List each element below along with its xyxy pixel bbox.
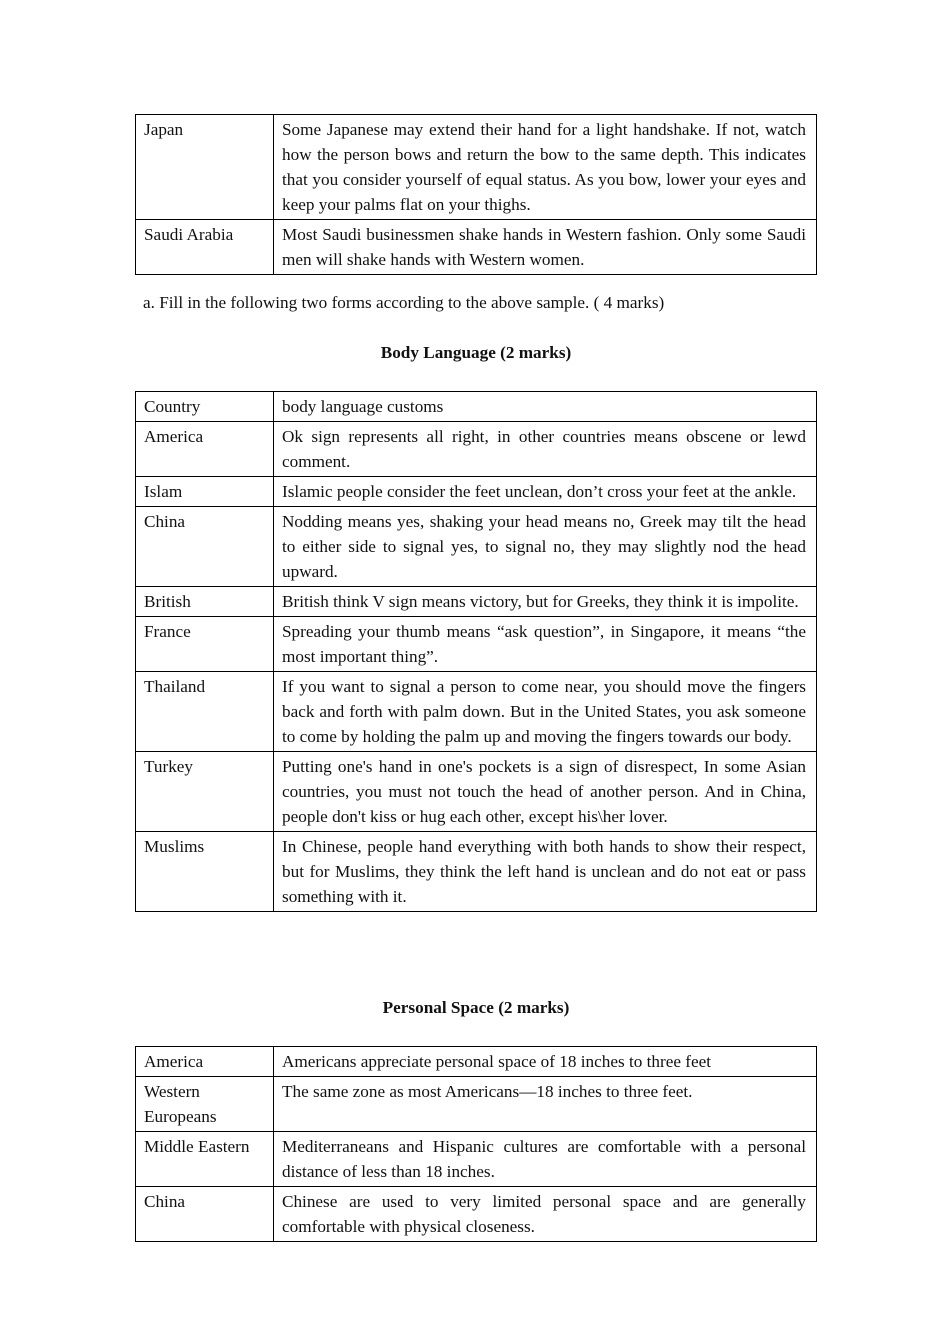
country-cell: Muslims	[136, 832, 274, 912]
table-row	[136, 617, 817, 672]
custom-cell: If you want to signal a person to come near, you should move the fingers back and forth with palm down. But in the United States, you ask someone to come by holding the palm up and moving the fingers towards our body.	[274, 672, 817, 752]
table-row	[136, 672, 817, 752]
custom-cell: Mediterraneans and Hispanic cultures are comfortable with a personal distance of less than 18 inches.	[274, 1132, 817, 1187]
custom-cell: Ok sign represents all right, in other countries means obscene or lewd comment.	[274, 422, 817, 477]
country-cell: Western Europeans	[136, 1077, 274, 1132]
custom-cell: Most Saudi businessmen shake hands in Western fashion. Only some Saudi men will shake hands with Western women.	[274, 220, 817, 275]
table-row	[136, 115, 817, 220]
table-header-row	[136, 392, 817, 422]
instruction-text: a. Fill in the following two forms according to the above sample. ( 4 marks)	[143, 293, 665, 312]
table-row	[136, 1132, 817, 1187]
header-custom-cell: body language customs	[274, 392, 817, 422]
custom-cell: Some Japanese may extend their hand for a light handshake. If not, watch how the person bows and return the bow to the same depth. This indicates that you consider yourself of equal status. As you bow, lower your eyes and keep your palms flat on your thighs.	[274, 115, 817, 220]
table-row	[136, 220, 817, 275]
country-cell: America	[136, 422, 274, 477]
country-cell: Saudi Arabia	[136, 220, 274, 275]
custom-cell: Islamic people consider the feet unclean, don’t cross your feet at the ankle.	[274, 477, 817, 507]
table-row	[136, 832, 817, 912]
custom-cell: Putting one's hand in one's pockets is a sign of disrespect, In some Asian countries, you must not touch the head of another person. And in China, people don't kiss or hug each other, except his\her lover.	[274, 752, 817, 832]
personal-space-heading: Personal Space (2 marks)	[382, 998, 570, 1017]
country-cell: Turkey	[136, 752, 274, 832]
table-row	[136, 477, 817, 507]
country-cell: British	[136, 587, 274, 617]
personal-space-table	[135, 1046, 817, 1242]
table-row	[136, 1047, 817, 1077]
custom-cell: Chinese are used to very limited personal space and are generally comfortable with physical closeness.	[274, 1187, 817, 1242]
country-cell: America	[136, 1047, 274, 1077]
country-cell: China	[136, 507, 274, 587]
country-cell: France	[136, 617, 274, 672]
body-language-table	[135, 391, 817, 912]
country-cell: Middle Eastern	[136, 1132, 274, 1187]
body-language-heading: Body Language (2 marks)	[380, 343, 572, 362]
custom-cell: The same zone as most Americans—18 inches to three feet.	[274, 1077, 817, 1132]
table-row	[136, 752, 817, 832]
table-row	[136, 507, 817, 587]
table-row	[136, 422, 817, 477]
country-cell: Japan	[136, 115, 274, 220]
country-cell: Islam	[136, 477, 274, 507]
custom-cell: British think V sign means victory, but for Greeks, they think it is impolite.	[274, 587, 817, 617]
custom-cell: Spreading your thumb means “ask question”, in Singapore, it means “the most important thing”.	[274, 617, 817, 672]
custom-cell: In Chinese, people hand everything with both hands to show their respect, but for Muslims, they think the left hand is unclean and do not eat or pass something with it.	[274, 832, 817, 912]
header-country-cell: Country	[136, 392, 274, 422]
custom-cell: Nodding means yes, shaking your head means no, Greek may tilt the head to either side to signal yes, to signal no, they may slightly nod the head upward.	[274, 507, 817, 587]
custom-cell: Americans appreciate personal space of 18 inches to three feet	[274, 1047, 817, 1077]
table-row	[136, 1187, 817, 1242]
country-cell: Thailand	[136, 672, 274, 752]
table-row	[136, 1077, 817, 1132]
country-cell: China	[136, 1187, 274, 1242]
greetings-table	[135, 114, 817, 275]
table-row	[136, 587, 817, 617]
